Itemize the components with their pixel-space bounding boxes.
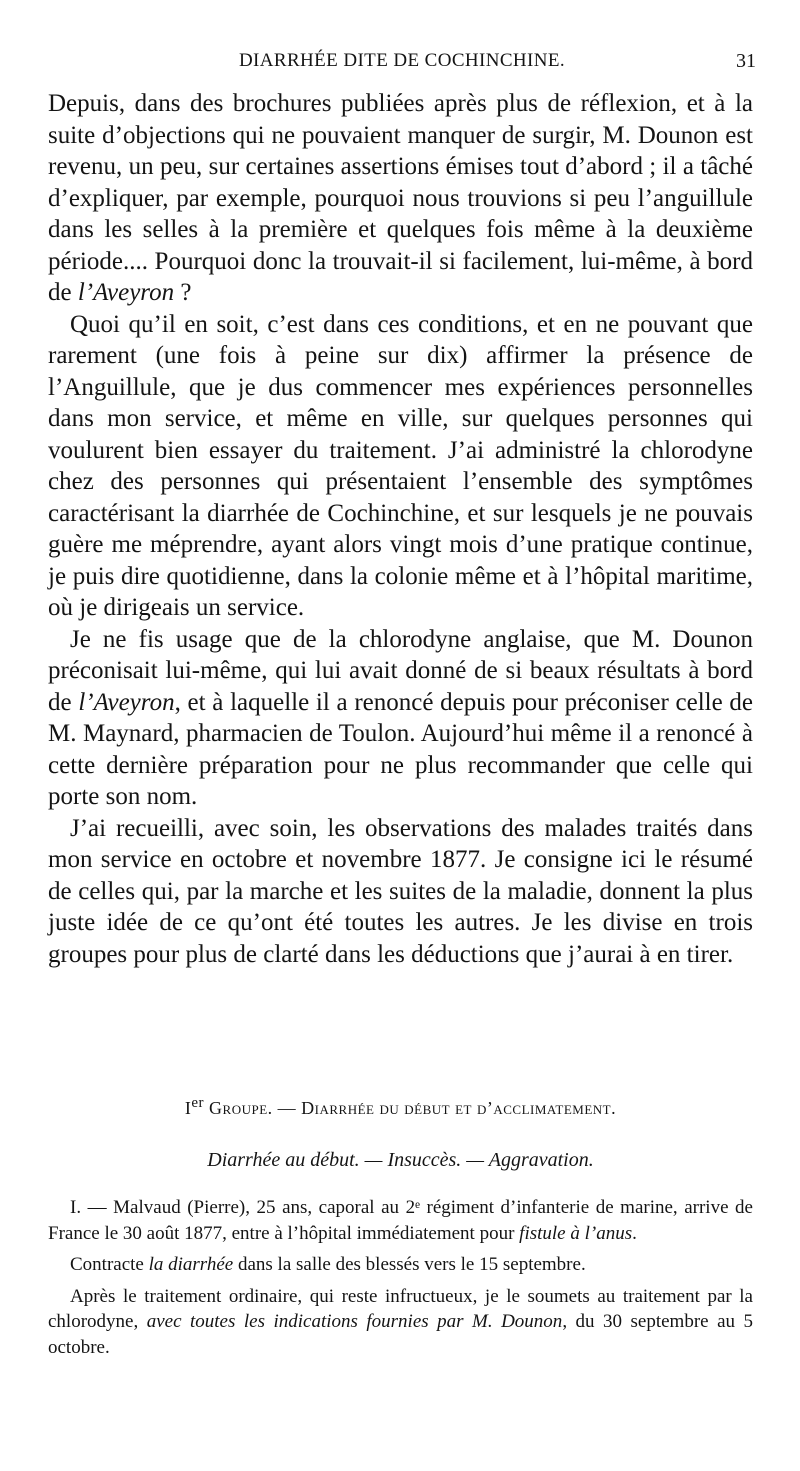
- paragraph-4: J’ai recueilli, avec soin, les observations des malades traités dans mon service en octobre et novembre 1877. Je consigne ici le résumé de celles qui, par la marche et les suites de la maladie, donnent la plus juste idée de ce qu’ont été toutes les autres. Je les divise en trois groupes pour plus de clarté dans les déductions que j’aurai à en tirer.: [48, 814, 753, 968]
- group-number: I: [184, 1098, 192, 1118]
- ship-name: l’Aveyron: [78, 688, 175, 716]
- paragraph-1-end: ?: [174, 279, 192, 306]
- paragraph-3-text: Je ne fis usage que de la chlorodyne anglaise, que M. Dounon préconisait lui-même, qui lui avait donné de si beaux résultats à bord de: [48, 625, 753, 716]
- ship-name: l’Aveyron: [77, 279, 175, 306]
- observation-text: I. — Malvaud (Pierre), 25 ans, caporal au 2ᵉ régiment d’infanterie de marine, arrive de France le 30 août 1877, entre à l’hôpital immédiatement pour: [48, 1197, 753, 1244]
- observation-diagnosis: fistule à l’anus: [519, 1222, 633, 1244]
- paragraph-3-end: , et à laquelle il a renoncé depuis pour préconiser celle de M. Maynard, pharmacien de Toulon. Aujourd’hui même il a renoncé à cette dernière préparation pour ne plus recommander que celle qui porte son nom.: [48, 688, 753, 810]
- page-number: 31: [736, 50, 756, 72]
- observation-entry: [48, 1195, 753, 1246]
- observation-text-end: dans la salle des blessés vers le 15 septembre.: [233, 1254, 586, 1275]
- group-description: Diarrhée du début et d’acclimatement.: [301, 1098, 617, 1118]
- paragraph-1: [48, 88, 753, 309]
- body-text: [48, 88, 753, 970]
- observation-emphasis: la diarrhée: [148, 1254, 234, 1275]
- group-title: Groupe.: [209, 1098, 273, 1118]
- sub-heading: Diarrhée au début. — Insuccès. — Aggravation.: [207, 1149, 594, 1171]
- running-head: [48, 50, 756, 76]
- observation-text-end: , du 30 septembre au 5 octobre.: [48, 1311, 753, 1358]
- observation-text: Après le traitement ordinaire, qui reste infructueux, je le soumets au traitement par la chlorodyne,: [48, 1285, 753, 1332]
- observations-section: [48, 1090, 753, 1360]
- observation-entry: [48, 1252, 753, 1278]
- paragraph-1-text: Depuis, dans des brochures publiées après plus de réflexion, et à la suite d’objections qui ne pouvaient manquer de surgir, M. Dounon est revenu, un peu, sur certaines assertions émises tout d’abord ; il a tâché d’expliquer, par exemple, pourquoi nous trouvions si peu l’anguillule dans les selles à la première et quelques fois même à la deuxième période.... Pourquoi donc la trouvait-il si facilement, lui-même, à bord de: [48, 90, 753, 306]
- group-heading: [48, 1090, 753, 1121]
- group-superscript: er: [191, 1095, 205, 1111]
- paragraph-3: [48, 624, 753, 813]
- running-title: DIARRHÉE DITE DE COCHINCHINE.: [238, 50, 566, 71]
- group-dash: —: [272, 1098, 302, 1118]
- observation-entry: [48, 1284, 753, 1361]
- observation-text: Contracte: [70, 1254, 149, 1275]
- observation-text-end: .: [632, 1222, 637, 1244]
- observation-emphasis: avec toutes les indications fournies par M. Dounon: [146, 1311, 563, 1332]
- paragraph-2: Quoi qu’il en soit, c’est dans ces conditions, et en ne pouvant que rarement (une fois à peine sur dix) affirmer la présence de l’Anguillule, que je dus commencer mes expériences personnelles dans mon service, et même en ville, sur quelques personnes qui voulurent bien essayer du traitement. J’ai administré la chlorodyne chez des personnes qui présentaient l’ensemble des symptômes caractérisant la diarrhée de Cochinchine, et sur lesquels je ne pouvais guère me méprendre, ayant alors vingt mois d’une pratique continue, je puis dire quotidienne, dans la colonie même et à l’hôpital maritime, où je dirigeais un service.: [48, 310, 753, 621]
